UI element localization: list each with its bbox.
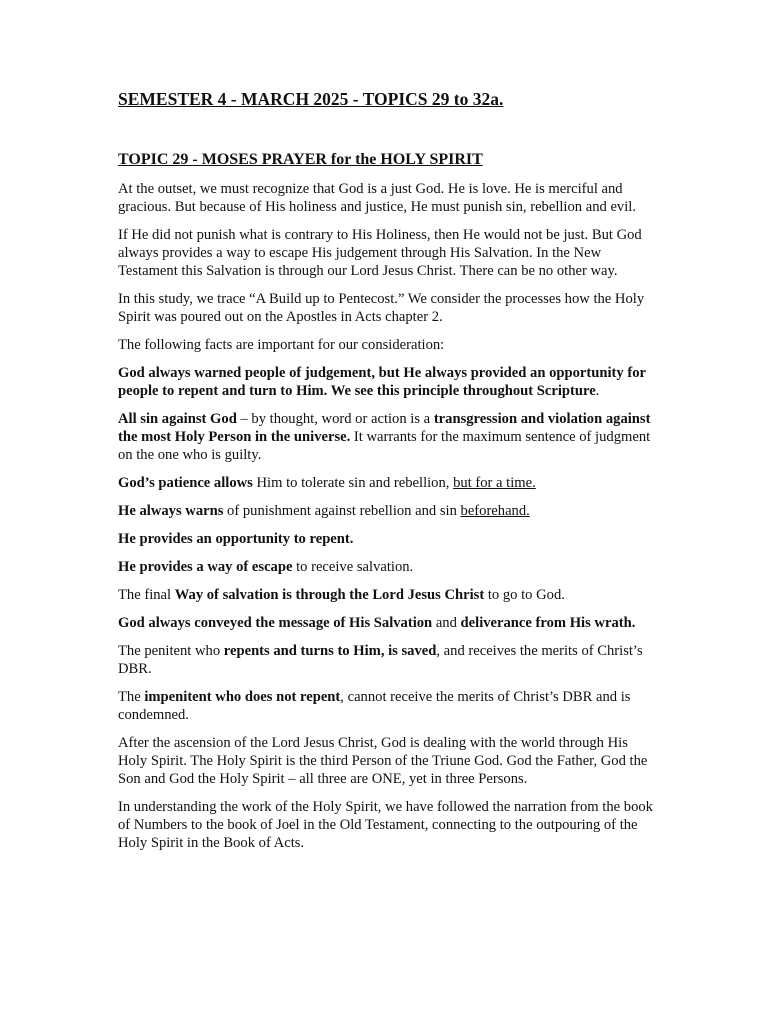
text-run: After the ascension of the Lord Jesus Christ, God is dealing with the world through His Holy Spirit. The Holy Spirit is the third Person of the Triune God. God the Father, God the Son and God the Holy Spirit – all three are ONE, yet in three Persons.: [118, 735, 648, 787]
paragraph: [118, 474, 658, 492]
bold-text-run: God always warned people of judgement, but He always provided an opportunity for people to repent and turn to Him. We see this principle throughout Scripture: [118, 365, 646, 399]
bold-text-run: All sin against God: [118, 411, 237, 427]
text-run: , cannot receive the merits of Christ’s DBR and is condemned.: [118, 689, 631, 723]
paragraph: [118, 558, 658, 576]
text-run: , and receives the merits of Christ’s DBR.: [118, 643, 643, 677]
text-run: Him to tolerate sin and rebellion,: [252, 475, 454, 491]
text-run: The following facts are important for our consideration:: [118, 337, 445, 353]
bold-text-run: impenitent who does not repent: [144, 689, 341, 705]
paragraph: [118, 734, 658, 788]
text-run: to receive salvation.: [292, 559, 414, 575]
paragraph: [118, 688, 658, 724]
topic-heading: TOPIC 29 - MOSES PRAYER for the HOLY SPIRIT: [118, 151, 483, 168]
document-title: SEMESTER 4 - MARCH 2025 - TOPICS 29 to 32a.: [118, 89, 504, 109]
text-run: of punishment against rebellion and sin: [223, 503, 461, 519]
bold-text-run: God’s patience allows: [118, 475, 253, 491]
bold-text-run: repents and turns to Him, is saved: [223, 643, 437, 659]
paragraph-list: [118, 180, 658, 852]
text-run: In understanding the work of the Holy Spirit, we have followed the narration from the book of Numbers to the book of Joel in the Old Testament, connecting to the outpouring of the Holy Spirit in the Book of Acts.: [118, 799, 653, 851]
bold-text-run: He provides a way of escape: [118, 559, 293, 575]
bold-text-run: He provides an opportunity to repent.: [118, 531, 354, 547]
document-body: [118, 88, 658, 862]
text-run: It warrants for the maximum sentence of judgment on the one who is guilty.: [118, 429, 651, 463]
text-run: The: [118, 689, 145, 705]
underlined-text-run: beforehand.: [460, 503, 530, 519]
paragraph: [118, 226, 658, 280]
text-run: and: [432, 615, 461, 631]
text-run: At the outset, we must recognize that God is a just God. He is love. He is merciful and gracious. But because of His holiness and justice, He must punish sin, rebellion and evil.: [118, 181, 636, 215]
bold-text-run: Way of salvation is through the Lord Jesus Christ: [174, 587, 485, 603]
bold-text-run: transgression and violation against the most Holy Person in the universe.: [118, 411, 651, 445]
paragraph: [118, 364, 658, 400]
text-run: If He did not punish what is contrary to His Holiness, then He would not be just. But God always provides a way to escape His judgement through His Salvation. In the New Testament this Salvation is through our Lord Jesus Christ. There can be no other way.: [118, 227, 642, 279]
text-run: In this study, we trace “A Build up to Pentecost.” We consider the processes how the Holy Spirit was poured out on the Apostles in Acts chapter 2.: [118, 291, 645, 325]
text-run: .: [595, 383, 600, 399]
paragraph: [118, 336, 658, 354]
text-run: The final: [118, 587, 175, 603]
paragraph: [118, 530, 658, 548]
paragraph: [118, 798, 658, 852]
bold-text-run: God always conveyed the message of His Salvation: [118, 615, 433, 631]
underlined-text-run: but for a time.: [453, 475, 536, 491]
paragraph: [118, 502, 658, 520]
text-run: to go to God.: [484, 587, 565, 603]
paragraph: [118, 180, 658, 216]
paragraph: [118, 410, 658, 464]
text-run: – by thought, word or action is a: [236, 411, 434, 427]
paragraph: [118, 642, 658, 678]
bold-text-run: deliverance from His wrath.: [460, 615, 636, 631]
paragraph: [118, 290, 658, 326]
paragraph: [118, 586, 658, 604]
bold-text-run: He always warns: [118, 503, 224, 519]
text-run: The penitent who: [118, 643, 224, 659]
paragraph: [118, 614, 658, 632]
